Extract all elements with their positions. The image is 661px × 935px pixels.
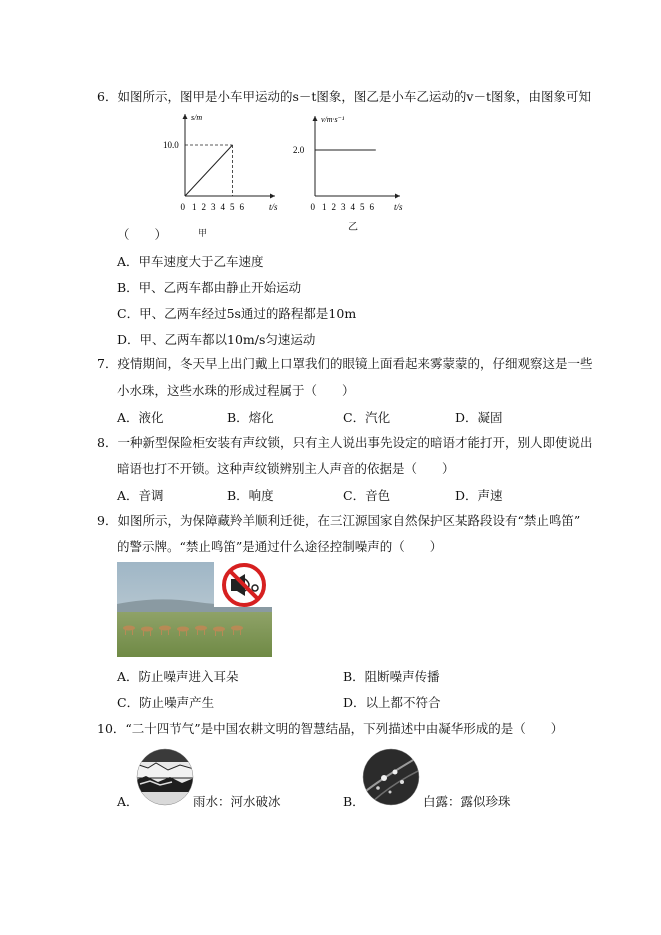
- q6-stem: 6．如图所示，图甲是小车甲运动的s－t图象，图乙是小车乙运动的v－t图象，由图象可知: [97, 89, 591, 104]
- x-tick-label: 3: [211, 202, 216, 212]
- x-axis-label: t/s: [394, 202, 403, 212]
- x-tick-label: 2: [201, 202, 206, 212]
- q6-option-a[interactable]: A．甲车速度大于乙车速度: [117, 254, 264, 269]
- y-axis-arrow-icon: [313, 116, 318, 121]
- q10-option-b-image: [362, 748, 420, 806]
- x-tick-label: 4: [220, 202, 225, 212]
- data-line: [185, 145, 233, 196]
- x-tick-label: 0: [310, 202, 315, 212]
- q7-option-d[interactable]: D．凝固: [455, 410, 503, 425]
- x-tick-label: 5: [360, 202, 365, 212]
- x-tick-label: 4: [350, 202, 355, 212]
- x-tick-label: 5: [230, 202, 235, 212]
- q10-option-b-letter[interactable]: B．: [343, 794, 365, 809]
- x-axis-label: t/s: [269, 202, 278, 212]
- q7-stem-line2: 小水珠，这些水珠的形成过程属于（ ）: [117, 383, 355, 398]
- no-horn-sign-icon: [224, 565, 264, 605]
- q10-option-a-text[interactable]: 雨水：河水破冰: [193, 794, 281, 809]
- q6-blank: （ ）: [117, 227, 168, 242]
- q6-graph-b: [290, 108, 410, 218]
- q8-option-d[interactable]: D．声速: [455, 488, 503, 503]
- q7-option-b[interactable]: B．熔化: [227, 410, 274, 425]
- q10-option-a-letter[interactable]: A．: [117, 794, 139, 809]
- x-tick-label: 2: [331, 202, 336, 212]
- x-tick-label: 3: [341, 202, 346, 212]
- q10-option-b-text[interactable]: 白露：露似珍珠: [423, 794, 511, 809]
- q9-option-c[interactable]: C．防止噪声产生: [117, 695, 215, 710]
- q9-stem-line2: 的警示牌。“禁止鸣笛”是通过什么途径控制噪声的（ ）: [117, 539, 443, 554]
- x-tick-label: 6: [369, 202, 374, 212]
- x-tick-label: 6: [239, 202, 244, 212]
- q6-option-d[interactable]: D．甲、乙两车都以10m/s匀速运动: [117, 332, 316, 347]
- x-tick-label: 1: [192, 202, 197, 212]
- q6-graph-a: [160, 108, 285, 228]
- q6-graph-b-caption: 乙: [348, 222, 358, 233]
- q7-option-c[interactable]: C．汽化: [343, 410, 391, 425]
- q9-option-a[interactable]: A．防止噪声进入耳朵: [117, 669, 239, 684]
- q8-option-a[interactable]: A．音调: [117, 488, 164, 503]
- x-axis-arrow-icon: [395, 194, 400, 199]
- q8-option-c[interactable]: C．音色: [343, 488, 391, 503]
- q9-option-b[interactable]: B．阻断噪声传播: [343, 669, 440, 684]
- q8-stem-line1: 8．一种新型保险柜安装有声纹锁，只有主人说出事先设定的暗语才能打开，别人即使说出: [97, 435, 593, 450]
- y-value-label: 10.0: [163, 140, 179, 150]
- y-axis-label: v/m·s⁻¹: [321, 115, 345, 124]
- x-tick-label: 0: [180, 202, 185, 212]
- q7-option-a[interactable]: A．液化: [117, 410, 164, 425]
- x-tick-label: 1: [322, 202, 327, 212]
- q10-option-a-image: [136, 748, 194, 806]
- q9-stem-line1: 9．如图所示，为保障藏羚羊顺利迁徙，在三江源国家自然保护区某路段设有“禁止鸣笛”: [97, 513, 581, 528]
- q8-option-b[interactable]: B．响度: [227, 488, 274, 503]
- q7-stem-line1: 7．疫情期间，冬天早上出门戴上口罩我们的眼镜上面看起来雾蒙蒙的，仔细观察这是一些: [97, 356, 593, 371]
- q6-graph-a-caption: 甲: [198, 229, 208, 239]
- x-axis-arrow-icon: [270, 194, 275, 199]
- q9-antelope-photo: [117, 562, 272, 657]
- q8-stem-line2: 暗语也打不开锁。这种声纹锁辨别主人声音的依据是（ ）: [117, 461, 455, 476]
- y-value-label: 2.0: [293, 145, 305, 155]
- y-axis-arrow-icon: [183, 114, 188, 119]
- q6-option-c[interactable]: C．甲、乙两车经过5s通过的路程都是10m: [117, 306, 357, 321]
- q9-option-d[interactable]: D．以上都不符合: [343, 695, 441, 710]
- q10-stem: 10．“二十四节气”是中国农耕文明的智慧结晶，下列描述中由凝华形成的是（ ）: [97, 721, 564, 736]
- q6-option-b[interactable]: B．甲、乙两车都由静止开始运动: [117, 280, 302, 295]
- y-axis-label: s/m: [191, 113, 203, 122]
